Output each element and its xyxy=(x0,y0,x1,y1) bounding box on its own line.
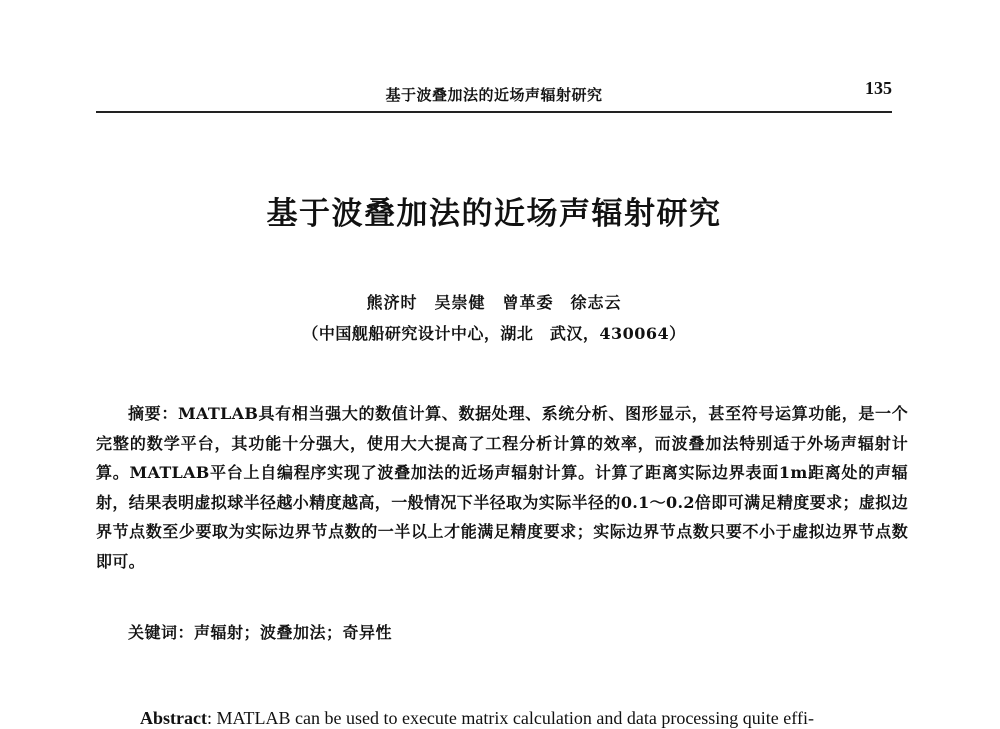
running-title: 基于波叠加法的近场声辐射研究 xyxy=(385,86,603,104)
authors: 熊济时 吴崇健 曾革委 徐志云 xyxy=(366,293,622,312)
abstract-en-label: Abstract xyxy=(140,708,207,728)
header-rule xyxy=(96,111,892,113)
keywords-text: 声辐射；波叠加法；奇异性 xyxy=(194,623,393,642)
keywords-label: 关键词： xyxy=(128,623,195,642)
abstract-chinese xyxy=(96,399,908,577)
abstract-en-text: : MATLAB can be used to execute matrix calculation and data processing quite effi- xyxy=(206,708,814,728)
abstract-text: MATLAB具有相当强大的数值计算、数据处理、系统分析、图形显示，甚至符号运算功能，是一个完整的数学平台，其功能十分强大，使用大大提高了工程分析计算的效率，而波叠加法特别适于外场声辐射计算。MATLAB平台上自编程序实现了波叠加法的近场声辐射计算。计算了距离实际边界表面1m距离处的声辐射，结果表明虚拟球半径越小精度越高，一般情况下半径取为实际半径的0.1～0.2倍即可满足精度要求；虚拟边界节点数至少要取为实际边界节点数的一半以上才能满足精度要求；实际边界节点数只要不小于虚拟边界节点数即可。 xyxy=(96,404,908,571)
keywords xyxy=(128,620,392,643)
abstract-label: 摘要： xyxy=(128,404,178,423)
affiliation: （中国舰船研究设计中心，湖北 武汉，430064） xyxy=(302,324,686,343)
abstract-english xyxy=(140,708,910,729)
page-number: 135 xyxy=(865,78,892,98)
running-head xyxy=(96,70,892,110)
paper-title: 基于波叠加法的近场声辐射研究 xyxy=(266,196,722,232)
